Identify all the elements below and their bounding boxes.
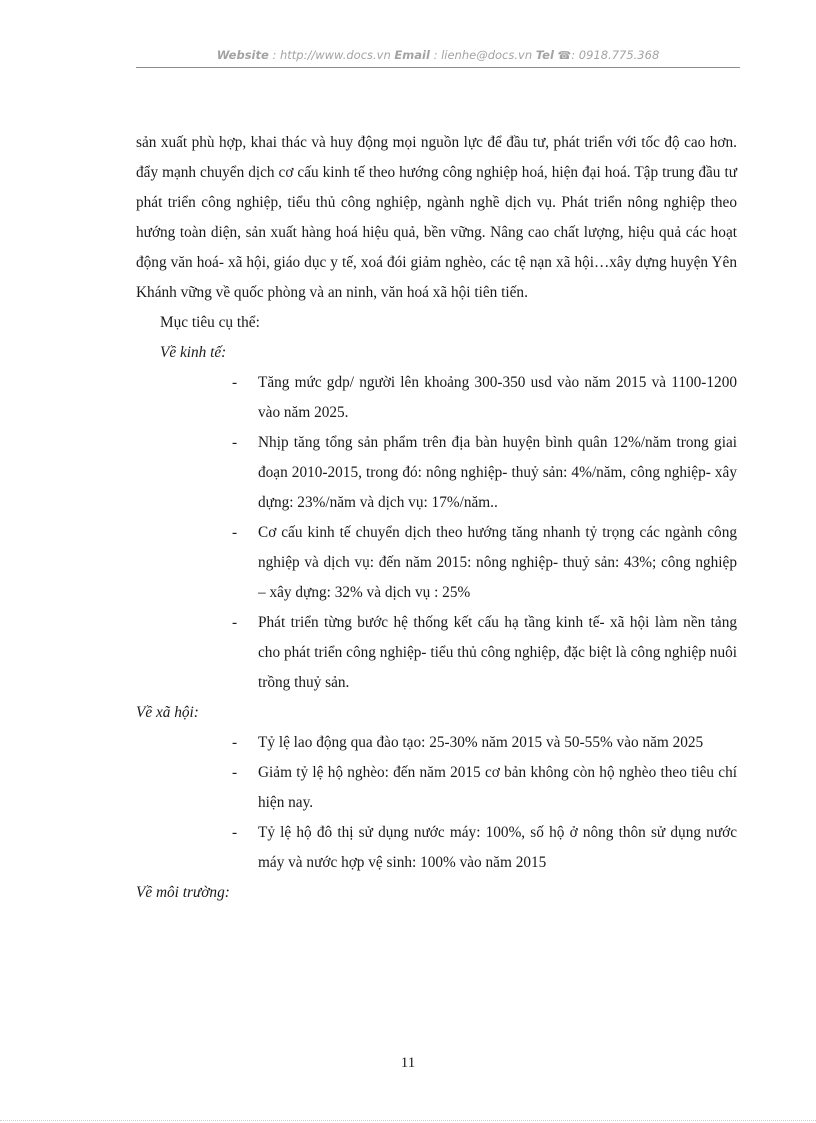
- list-dash: -: [232, 614, 238, 631]
- economy-list: [136, 368, 737, 698]
- list-item: [136, 608, 737, 698]
- list-item-text: Tăng mức gdp/ người lên khoảng 300-350 usd vào năm 2015 và 1100-1200 vào năm 2025.: [258, 374, 737, 421]
- list-dash: -: [232, 764, 238, 781]
- tel-label: Tel: [535, 48, 554, 62]
- email-label: Email: [394, 48, 430, 62]
- list-item-text: Tỷ lệ lao động qua đào tạo: 25-30% năm 2015 và 50-55% vào năm 2025: [258, 734, 704, 751]
- website-value: : http://www.docs.vn: [272, 48, 391, 62]
- specific-goals-label: Mục tiêu cụ thể:: [160, 314, 260, 331]
- list-dash: -: [232, 524, 238, 541]
- list-dash: -: [232, 434, 238, 451]
- header-divider: [136, 67, 740, 68]
- list-item: [136, 428, 737, 518]
- list-item-text: Cơ cấu kinh tế chuyển dịch theo hướng tăng nhanh tỷ trọng các ngành công nghiệp và dịch vụ: đến năm 2015: nông nghiệp- thuỷ sản: 43%; công nghiệp – xây dựng: 32% và dịch vụ : 25%: [258, 524, 737, 601]
- list-item-text: Nhịp tăng tổng sản phẩm trên địa bàn huyện bình quân 12%/năm trong giai đoạn 2010-2015, trong đó: nông nghiệp- thuỷ sản: 4%/năm, công nghiệp- xây dựng: 23%/năm và dịch vụ: 17%/năm..: [258, 434, 737, 511]
- page-header: [136, 48, 740, 62]
- list-item: [136, 518, 737, 608]
- email-value: : lienhe@docs.vn: [433, 48, 533, 62]
- society-heading: Về xã hội:: [136, 704, 199, 721]
- environment-heading: Về môi trường:: [136, 884, 230, 901]
- page-bottom-divider: [0, 1120, 816, 1121]
- list-item-text: Phát triển từng bước hệ thống kết cấu hạ tầng kinh tế- xã hội làm nền tảng cho phát triển công nghiệp- tiểu thủ công nghiệp, đặc biệt là công nghiệp nuôi trồng thuỷ sản.: [258, 614, 737, 691]
- list-item-text: Tỷ lệ hộ đô thị sử dụng nước máy: 100%, số hộ ở nông thôn sử dụng nước máy và nước hợp vệ sinh: 100% vào năm 2015: [258, 824, 737, 871]
- list-item-text: Giảm tỷ lệ hộ nghèo: đến năm 2015 cơ bản không còn hộ nghèo theo tiêu chí hiện nay.: [258, 764, 737, 811]
- economy-heading: Về kinh tế:: [160, 344, 227, 361]
- society-list: [136, 728, 737, 878]
- list-item: [136, 368, 737, 428]
- website-label: Website: [216, 48, 269, 62]
- list-dash: -: [232, 734, 238, 751]
- page-number: 11: [400, 1055, 416, 1071]
- document-body: [136, 128, 737, 908]
- list-item: [136, 758, 737, 818]
- intro-paragraph: sản xuất phù hợp, khai thác và huy động mọi nguồn lực để đầu tư, phát triển với tốc độ cao hơn. đẩy mạnh chuyển dịch cơ cấu kinh tế theo hướng công nghiệp hoá, hiện đại hoá. Tập trung đầu tư phát triển công nghiệp, tiểu thủ công nghiệp, ngành nghề dịch vụ. Phát triển nông nghiệp theo hướng toàn diện, sản xuất hàng hoá hiệu quả, bền vững. Nâng cao chất lượng, hiệu quả các hoạt động văn hoá- xã hội, giáo dục y tế, xoá đói giảm nghèo, các tệ nạn xã hội…xây dựng huyện Yên Khánh vững về quốc phòng và an ninh, văn hoá xã hội tiên tiến.: [136, 134, 737, 301]
- list-item: [136, 818, 737, 878]
- tel-value: : 0918.775.368: [571, 48, 660, 62]
- phone-icon: ☎: [557, 49, 572, 62]
- list-item: [136, 728, 737, 758]
- list-dash: -: [232, 824, 238, 841]
- list-dash: -: [232, 374, 238, 391]
